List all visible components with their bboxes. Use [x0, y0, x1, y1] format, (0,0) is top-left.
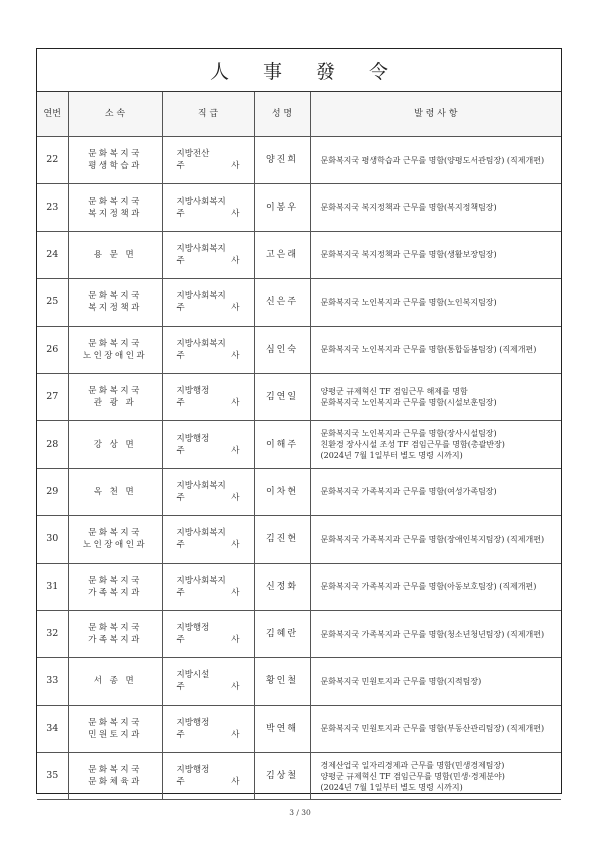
row-number: 32 — [37, 610, 68, 657]
order-cell — [310, 468, 561, 515]
order-cell — [310, 516, 561, 563]
order-line: 문화복지국 노인복지과 근무를 명함(통합돌봄팀장) (직제개편) — [320, 345, 537, 355]
order-cell — [310, 563, 561, 610]
rank-cell — [162, 468, 254, 515]
rank-line: 지방행정 — [176, 765, 210, 776]
affiliation-cell — [68, 373, 162, 420]
order-cell — [310, 279, 561, 326]
affil-line: 관 광 과 — [93, 398, 137, 409]
order-lines — [321, 428, 556, 461]
rank-cell — [162, 184, 254, 231]
affil-line: 문화복지국 — [88, 338, 142, 349]
affiliation-cell — [68, 516, 162, 563]
row-number: 27 — [37, 373, 68, 420]
order-cell — [310, 705, 561, 752]
affil-line: 강 상 면 — [93, 439, 137, 450]
person-name: 신은주 — [254, 279, 310, 326]
table-row — [37, 231, 561, 278]
order-line: 경제산업국 일자리경제과 근무를 명함(민생경제팀장) — [320, 760, 505, 770]
affil-line: 문화복지국 — [88, 386, 142, 397]
affil-lines — [69, 148, 162, 172]
person-name: 양진희 — [254, 137, 310, 184]
table-row — [37, 563, 561, 610]
affiliation-cell — [68, 658, 162, 705]
order-lines — [321, 249, 556, 260]
rank-lines — [163, 480, 254, 504]
affil-line: 문화복지국 — [88, 291, 142, 302]
rank-lines — [163, 196, 254, 220]
rank-lines — [163, 764, 254, 788]
order-line: 문화복지국 노인복지과 근무를 명함(노인복지팀장) — [320, 297, 497, 307]
table-row — [37, 610, 561, 657]
order-line: 문화복지국 노인복지과 근무를 명함(시설보훈팀장) — [320, 398, 497, 408]
order-cell — [310, 610, 561, 657]
order-line: 문화복지국 가족복지과 근무를 명함(여성가족팀장) — [320, 487, 497, 497]
person-name: 김상철 — [254, 753, 310, 800]
rank-line: 지방행정 — [176, 717, 210, 728]
order-cell — [310, 658, 561, 705]
affil-line: 용 문 면 — [93, 249, 137, 260]
rank-line: 지방행정 — [176, 386, 210, 397]
order-lines — [321, 676, 556, 687]
order-lines — [321, 202, 556, 213]
table-row — [37, 468, 561, 515]
rank-line: 주 사 — [176, 729, 240, 740]
person-name: 고은래 — [254, 231, 310, 278]
page-number: 3 / 30 — [289, 808, 311, 817]
rank-line: 주 사 — [176, 303, 240, 314]
table-row — [37, 705, 561, 752]
order-line: 문화복지국 평생학습과 근무를 명함(양평도서관팀장) (직제개편) — [320, 155, 545, 165]
row-number: 29 — [37, 468, 68, 515]
rank-line: 지방행정 — [176, 433, 210, 444]
order-lines — [321, 581, 556, 592]
table-row — [37, 516, 561, 563]
affil-line: 문화복지국 — [88, 149, 142, 160]
affil-lines — [69, 622, 162, 646]
rank-lines — [163, 385, 254, 409]
rank-cell — [162, 421, 254, 468]
personnel-order-table — [37, 92, 561, 800]
order-line: 문화복지국 노인복지과 근무를 명함(장사시설팀장) — [320, 429, 497, 439]
rank-line: 주 사 — [176, 255, 240, 266]
rank-line: 지방행정 — [176, 623, 210, 634]
rank-line: 지방전산 — [176, 149, 210, 160]
order-line: 문화복지국 가족복지과 근무를 명함(아동보호팀장) (직제개편) — [320, 582, 537, 592]
order-lines — [321, 386, 556, 408]
rank-line: 주 사 — [176, 208, 240, 219]
affiliation-cell — [68, 279, 162, 326]
order-cell — [310, 137, 561, 184]
order-lines — [321, 486, 556, 497]
rank-line: 지방사회복지 — [176, 291, 226, 302]
affil-lines — [69, 527, 162, 551]
rank-lines — [163, 575, 254, 599]
rank-cell — [162, 563, 254, 610]
affil-lines — [69, 575, 162, 599]
rank-line: 주 사 — [176, 635, 240, 646]
affil-lines — [69, 196, 162, 220]
affil-line: 민원토지과 — [88, 729, 142, 740]
order-cell — [310, 184, 561, 231]
affiliation-cell — [68, 137, 162, 184]
order-line: 양평군 규제혁신 TF 겸임근무 해제를 명함 — [320, 387, 468, 397]
affil-lines — [69, 717, 162, 741]
row-number: 22 — [37, 137, 68, 184]
affiliation-cell — [68, 184, 162, 231]
rank-cell — [162, 326, 254, 373]
person-name: 이차현 — [254, 468, 310, 515]
order-line: 문화복지국 가족복지과 근무를 명함(장애인복지팀장) (직제개편) — [320, 534, 545, 544]
row-number: 33 — [37, 658, 68, 705]
affil-line: 서 종 면 — [93, 676, 137, 687]
affil-line: 가족복지과 — [88, 635, 142, 646]
affiliation-cell — [68, 421, 162, 468]
order-cell — [310, 421, 561, 468]
rank-line: 주 사 — [176, 540, 240, 551]
order-line: 양평군 규제혁신 TF 겸임근무를 명함(민생·경제분야) — [320, 771, 505, 781]
affil-lines — [69, 439, 162, 451]
affiliation-cell — [68, 326, 162, 373]
table-row — [37, 137, 561, 184]
affiliation-cell — [68, 563, 162, 610]
order-lines — [321, 297, 556, 308]
affil-line: 평생학습과 — [88, 161, 142, 172]
affil-lines — [69, 338, 162, 362]
affil-line: 문화체육과 — [88, 777, 142, 788]
order-cell — [310, 231, 561, 278]
row-number: 35 — [37, 753, 68, 800]
order-line: (2024년 7월 1일부터 별도 명령 시까지) — [320, 451, 463, 461]
affil-line: 옥 천 면 — [93, 486, 137, 497]
affil-lines — [69, 764, 162, 788]
affil-line: 노인장애인과 — [82, 540, 148, 551]
row-number: 31 — [37, 563, 68, 610]
rank-line: 주 사 — [176, 682, 240, 693]
affil-line: 복지정책과 — [88, 208, 142, 219]
person-name: 황인철 — [254, 658, 310, 705]
header-rank: 직 급 — [162, 92, 254, 137]
affil-lines — [69, 385, 162, 409]
row-number: 24 — [37, 231, 68, 278]
rank-line: 지방사회복지 — [176, 480, 226, 491]
rank-line: 지방사회복지 — [176, 338, 226, 349]
person-name: 김진현 — [254, 516, 310, 563]
header-order: 발 령 사 항 — [310, 92, 561, 137]
order-line: 문화복지국 민원토지과 근무를 명함(부동산관리팀장) (직제개편) — [320, 724, 545, 734]
document-title: 人 事 發 令 — [209, 60, 403, 83]
rank-lines — [163, 527, 254, 551]
person-name: 신정화 — [254, 563, 310, 610]
table-row — [37, 279, 561, 326]
order-line: (2024년 7월 1일부터 별도 명령 시까지) — [320, 782, 463, 792]
person-name: 심인숙 — [254, 326, 310, 373]
rank-cell — [162, 231, 254, 278]
order-lines — [321, 534, 556, 545]
row-number: 25 — [37, 279, 68, 326]
document-frame — [36, 48, 562, 794]
affiliation-cell — [68, 468, 162, 515]
person-name: 김연일 — [254, 373, 310, 420]
rank-line: 지방사회복지 — [176, 243, 226, 254]
affil-line: 문화복지국 — [88, 528, 142, 539]
person-name: 이해주 — [254, 421, 310, 468]
header-affiliation: 소 속 — [68, 92, 162, 137]
order-line: 문화복지국 가족복지과 근무를 명함(청소년청년팀장) (직제개편) — [320, 629, 545, 639]
affil-line: 문화복지국 — [88, 623, 142, 634]
affiliation-cell — [68, 753, 162, 800]
affiliation-cell — [68, 231, 162, 278]
rank-line: 주 사 — [176, 492, 240, 503]
rank-lines — [163, 290, 254, 314]
rank-cell — [162, 753, 254, 800]
person-name: 이봉우 — [254, 184, 310, 231]
table-row — [37, 421, 561, 468]
rank-cell — [162, 137, 254, 184]
order-cell — [310, 753, 561, 800]
order-line: 문화복지국 복지정책과 근무를 명함(복지정책팀장) — [320, 203, 497, 213]
order-cell — [310, 326, 561, 373]
rank-lines — [163, 669, 254, 693]
order-line: 친환경 장사시설 조성 TF 겸임근무를 명함(총괄반장) — [320, 440, 505, 450]
rank-lines — [163, 622, 254, 646]
person-name: 김혜란 — [254, 610, 310, 657]
rank-cell — [162, 658, 254, 705]
affil-line: 문화복지국 — [88, 717, 142, 728]
affil-lines — [69, 675, 162, 687]
rank-line: 주 사 — [176, 398, 240, 409]
rank-cell — [162, 705, 254, 752]
rank-line: 지방시설 — [176, 670, 210, 681]
order-line: 문화복지국 복지정책과 근무를 명함(생활보장팀장) — [320, 250, 497, 260]
rank-line: 주 사 — [176, 777, 240, 788]
rank-line: 주 사 — [176, 445, 240, 456]
rank-line: 주 사 — [176, 161, 240, 172]
rank-cell — [162, 516, 254, 563]
affil-line: 가족복지과 — [88, 587, 142, 598]
affil-line: 문화복지국 — [88, 196, 142, 207]
affiliation-cell — [68, 610, 162, 657]
affil-lines — [69, 486, 162, 498]
order-lines — [321, 723, 556, 734]
rank-cell — [162, 610, 254, 657]
title-bar — [37, 49, 561, 92]
table-row — [37, 326, 561, 373]
table-header-row — [37, 92, 561, 137]
order-lines — [321, 760, 556, 793]
rank-line: 주 사 — [176, 350, 240, 361]
affil-lines — [69, 249, 162, 261]
rank-line: 주 사 — [176, 587, 240, 598]
table-body — [37, 137, 561, 800]
affil-line: 문화복지국 — [88, 765, 142, 776]
affiliation-cell — [68, 705, 162, 752]
order-lines — [321, 629, 556, 640]
rank-cell — [162, 279, 254, 326]
rank-line: 지방사회복지 — [176, 575, 226, 586]
rank-lines — [163, 148, 254, 172]
header-name: 성 명 — [254, 92, 310, 137]
rank-lines — [163, 243, 254, 267]
header-no: 연번 — [37, 92, 68, 137]
affil-line: 복지정책과 — [88, 303, 142, 314]
order-lines — [321, 344, 556, 355]
row-number: 28 — [37, 421, 68, 468]
table-row — [37, 753, 561, 800]
rank-line: 지방사회복지 — [176, 528, 226, 539]
rank-cell — [162, 373, 254, 420]
order-line: 문화복지국 민원토지과 근무를 명함(지적팀장) — [320, 676, 482, 686]
affil-line: 문화복지국 — [88, 575, 142, 586]
table-row — [37, 373, 561, 420]
rank-lines — [163, 717, 254, 741]
row-number: 34 — [37, 705, 68, 752]
rank-lines — [163, 433, 254, 457]
affil-lines — [69, 290, 162, 314]
order-lines — [321, 155, 556, 166]
rank-lines — [163, 338, 254, 362]
person-name: 박연해 — [254, 705, 310, 752]
row-number: 23 — [37, 184, 68, 231]
affil-line: 노인장애인과 — [82, 350, 148, 361]
order-cell — [310, 373, 561, 420]
table-row — [37, 184, 561, 231]
table-row — [37, 658, 561, 705]
row-number: 30 — [37, 516, 68, 563]
row-number: 26 — [37, 326, 68, 373]
rank-line: 지방사회복지 — [176, 196, 226, 207]
